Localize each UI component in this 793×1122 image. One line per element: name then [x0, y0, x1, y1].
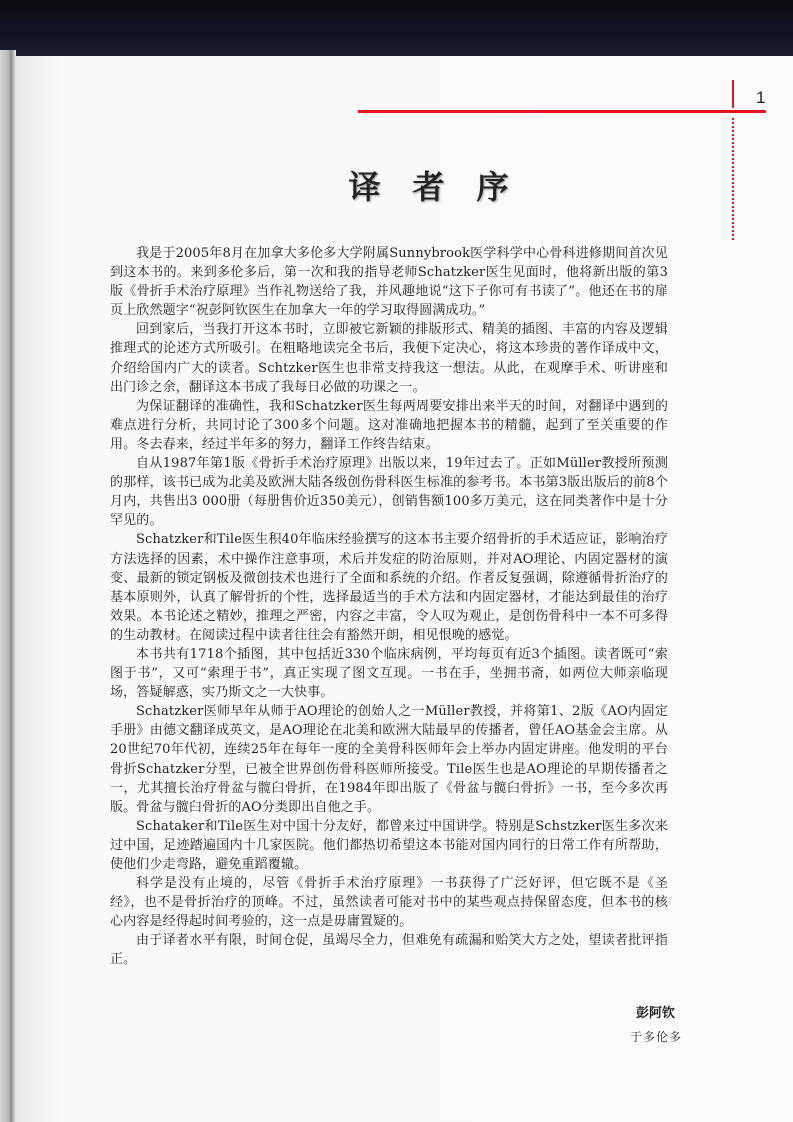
header-rule: [358, 110, 766, 113]
page-title: 译者序: [348, 168, 541, 206]
page-number: 1: [756, 88, 766, 107]
page-binding-edge: [0, 50, 16, 1122]
signature-place: 于多伦多: [630, 1030, 683, 1044]
paragraph: Schataker和Tile医生对中国十分友好，都曾来过中国讲学。特别是Schstzker医生多次来过中国，足迹踏遍国内十几家医院。他们都热切希望这本书能对国内同行的日常工作有所帮助，使他们少走弯路，避免重蹈覆辙。: [110, 818, 668, 872]
paragraph: 自从1987年第1版《骨折手术治疗原理》出版以来，19年过去了。正如Müller教授所预测的那样，该书已成为北美及欧洲大陆各级创伤骨科医生标准的参考书。本书第3版出版后的前8个月内，共售出3 000册（每册售价近350美元），创销售额100多万美元，这在同类著作中是十分罕见的。: [110, 456, 668, 529]
paragraph: Schatzker医师早年从师于AO理论的创始人之一Müller教授，并将第1、2版《AO内固定手册》由德文翻译成英文，是AO理论在北美和欧洲大陆最早的传播者，曾任AO基金会主席。从20世纪70年代初，连续25年在每年一度的全美骨科医师年会上举办内固定讲座。他发明的平台骨折Schatzker分型，已被全世界创伤骨科医师所接受。Tile医生也是AO理论的早期传播者之一，尤其擅长治疗骨盆与髋臼骨折，在1984年即出版了《骨盆与髋臼骨折》一书，至今多次再版。骨盆与髋臼骨折的AO分类即出自他之手。: [110, 704, 668, 815]
paragraph: 我是于2005年8月在加拿大多伦多大学附属Sunnybrook医学科学中心骨科进修期间首次见到这本书的。来到多伦多后，第一次和我的指导老师Schatzker医生见面时，他将新出版的第3版《骨折手术治疗原理》当作礼物送给了我，并风趣地说“这下子你可有书读了”。他还在书的扉页上欣然题字“祝彭阿钦医生在加拿大一年的学习取得圆满成功。”: [110, 246, 668, 319]
paragraph: 本书共有1718个插图，其中包括近330个临床病例，平均每页有近3个插图。读者既可“索图于书”，又可“索理于书”，真正实现了图文互现。一书在手，坐拥书斋，如两位大师亲临现场，答疑解惑，实乃斯文之一大快事。: [110, 646, 668, 701]
paragraph: 为保证翻译的准确性，我和Schatzker医生每两周要安排出来半天的时间，对翻译中遇到的难点进行分析，共同讨论了300多个问题。这对准确地把握本书的精髓，起到了至关重要的作用。冬去春来，经过半年多的努力，翻译工作终告结束。: [110, 398, 668, 452]
paragraph: 由于译者水平有限，时间仓促，虽竭尽全力，但难免有疏漏和贻笑大方之处，望读者批评指正。: [110, 933, 668, 968]
scan-top-shadow: [0, 0, 793, 56]
paragraph: Schatzker和Tile医生积40年临床经验撰写的这本书主要介绍骨折的手术适应证，影响治疗方法选择的因素，术中操作注意事项，术后并发症的防治原则，并对AO理论、内固定器材的演变、最新的锁定钢板及微创技术也进行了全面和系统的介绍。作者反复强调，除遵循骨折治疗的基本原则外，认真了解骨折的个性，选择最适当的手术方法和内固定器材，才能达到最佳的治疗效果。本书论述之精妙，推理之严密，内容之丰富，令人叹为观止，是创伤骨科中一本不可多得的生动教材。在阅读过程中读者往往会有豁然开朗，相见恨晚的感觉。: [110, 532, 668, 643]
header-vertical-rule: [732, 80, 734, 108]
paragraph: 科学是没有止境的，尽管《骨折手术治疗原理》一书获得了广泛好评，但它既不是《圣经》，也不是骨折治疗的顶峰。不过，虽然读者可能对书中的某些观点持保留态度，但本书的核心内容是经得起时间考验的，这一点是毋庸置疑的。: [110, 876, 668, 930]
translator-signature: 彭阿钦: [636, 1006, 676, 1021]
paragraph: 回到家后，当我打开这本书时，立即被它新颖的排版形式、精美的插图、丰富的内容及逻辑推理式的论述方式所吸引。在粗略地读完全书后，我便下定决心，将这本珍贵的著作译成中文，介绍给国内广大的读者。Schtzker医生也非常支持我这一想法。从此，在观摩手术、听讲座和出门诊之余，翻译这本书成了我每日必做的功课之一。: [110, 322, 668, 395]
preface-body: [110, 244, 668, 970]
